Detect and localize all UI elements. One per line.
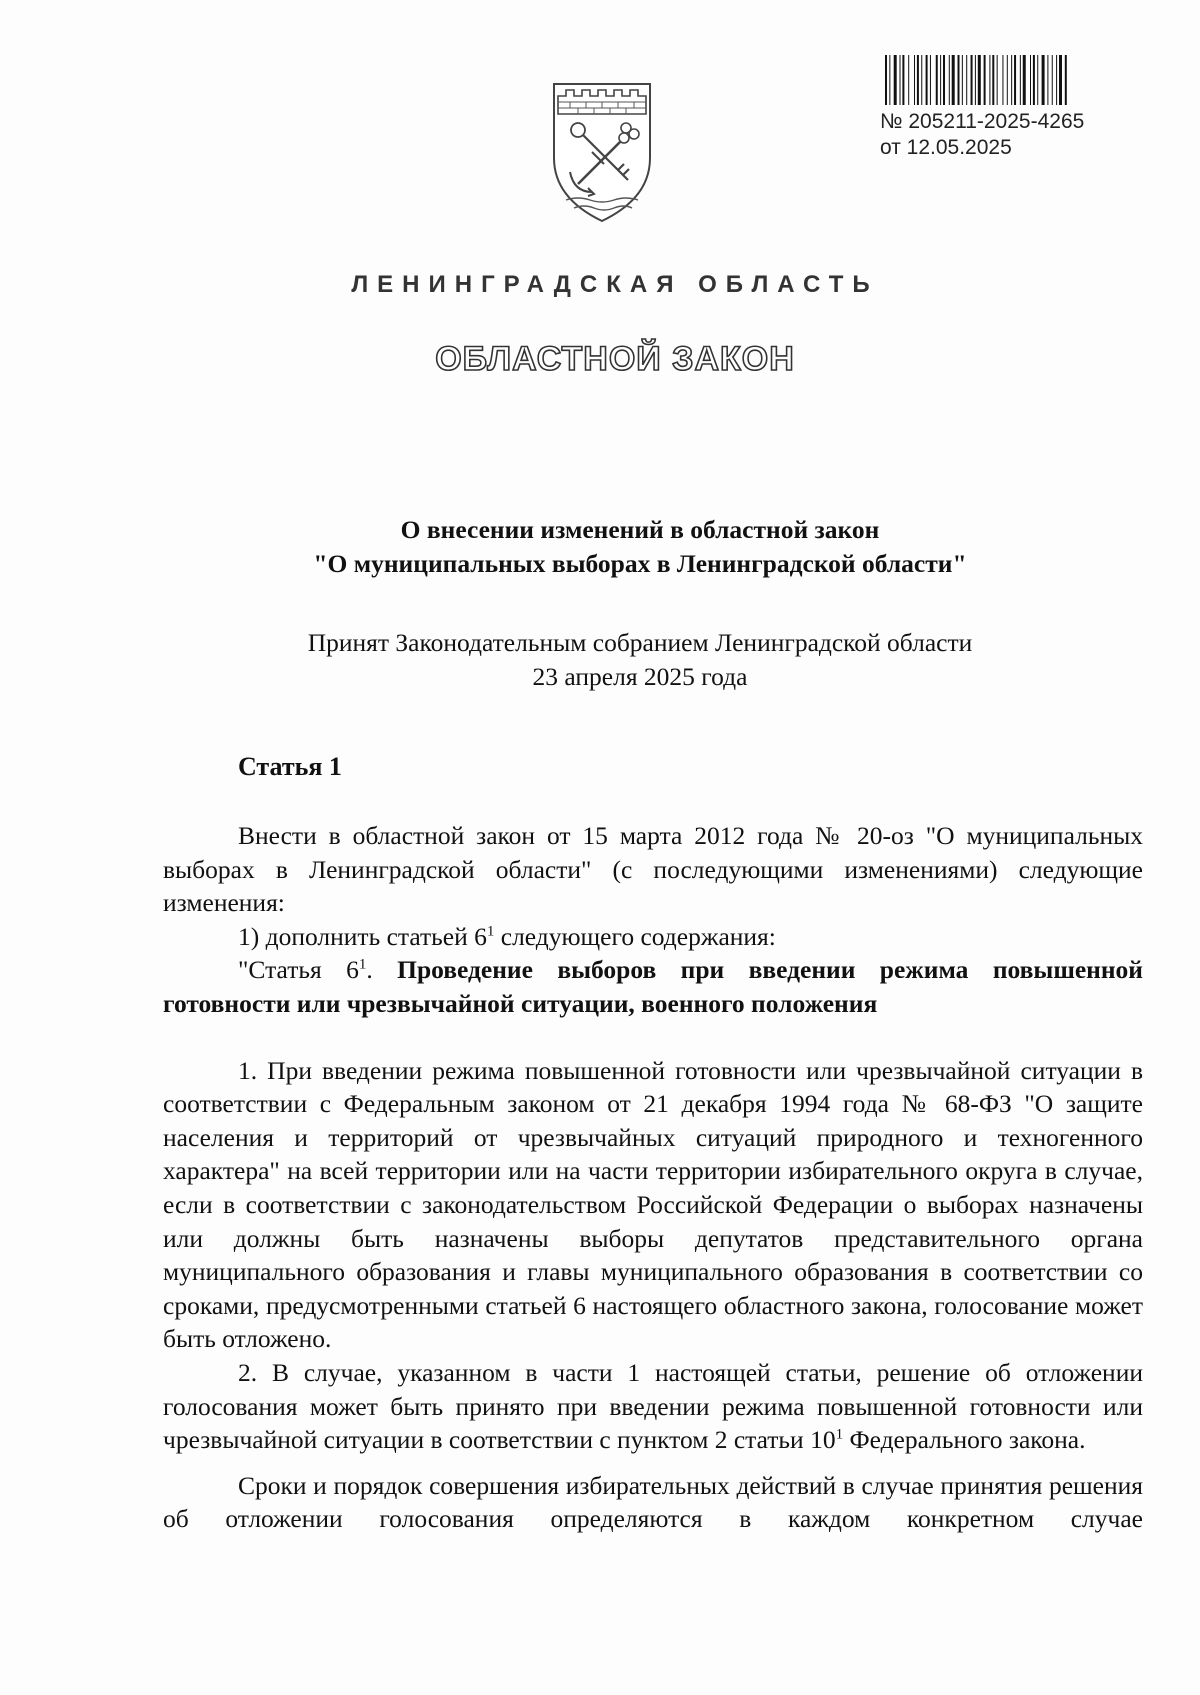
amendment-item-1-suffix: следующего содержания: <box>494 921 776 951</box>
new-article-title: Проведение выборов при введении режима повышенной готовности или чрезвычайной ситуации, военного положения <box>163 955 1143 1018</box>
paragraph-2 <box>163 1356 1143 1457</box>
barcode <box>885 55 1125 105</box>
region-heading: ЛЕНИНГРАДСКАЯ ОБЛАСТЬ <box>351 271 879 298</box>
paragraph-2-text: 2. В случае, указанном в части 1 настоящей статьи, решение об отложении голосования может быть принято при введении режима повышенной готовности или чрезвычайной ситуации в соответствии с пунктом 2 статьи 10 <box>163 1357 1143 1455</box>
law-title-line-1: О внесении изменений в областной закон <box>400 515 880 544</box>
paragraph-2-superscript: 1 <box>835 1426 844 1443</box>
registration-date: от 12.05.2025 <box>880 136 1012 159</box>
new-article-dot: . <box>366 955 398 985</box>
article-heading: Статья 1 <box>238 752 342 781</box>
article-body <box>163 819 1143 1536</box>
new-article-label: "Статья 6 <box>238 955 359 985</box>
paragraph-1: 1. При введении режима повышенной готовности или чрезвычайной ситуации в соответствии с Федеральным законом от 21 декабря 1994 года № 68-ФЗ "О защите населения и территорий от чрезвычайных ситуаций природного и техногенного характера" на всей территории или на части территории избирательного округа в случае, если в соответствии с законодательством Российской Федерации о выборах назначены или должны быть назначены выборы депутатов представительного органа муниципального образования и главы муниципального образования в соответствии со сроками, предусмотренными статьей 6 настоящего областного закона, голосование может быть отложено. <box>163 1055 1143 1354</box>
law-title <box>160 513 1120 581</box>
amendment-item-1 <box>163 920 1143 954</box>
amendment-item-1-prefix: 1) дополнить статьей 6 <box>238 921 487 951</box>
adoption-line-1: Принят Законодательным собранием Ленинградской области <box>307 628 973 657</box>
adoption-note <box>160 626 1120 694</box>
new-article-superscript: 1 <box>358 956 367 973</box>
coat-of-arms-emblem <box>548 80 656 225</box>
paragraph-2-suffix: Федерального закона. <box>843 1425 1086 1455</box>
law-title-line-2: "О муниципальных выборах в Ленинградской области" <box>313 549 967 578</box>
new-article-heading <box>163 953 1143 1020</box>
paragraph-3: Сроки и порядок совершения избирательных действий в случае принятия решения об отложении голосования определяются в каждом конкретном случае <box>163 1470 1143 1534</box>
adoption-date: 23 апреля 2025 года <box>532 662 748 691</box>
registration-number: № 205211-2025-4265 <box>880 110 1085 133</box>
article-intro-paragraph: Внести в областной закон от 15 марта 2012 года № 20-оз "О муниципальных выборах в Ленинградской области" (с последующими изменениями) следующие изменения: <box>163 821 1143 918</box>
document-type-heading: ОБЛАСТНОЙ ЗАКОН <box>435 340 795 378</box>
amendment-item-1-superscript: 1 <box>486 923 495 940</box>
